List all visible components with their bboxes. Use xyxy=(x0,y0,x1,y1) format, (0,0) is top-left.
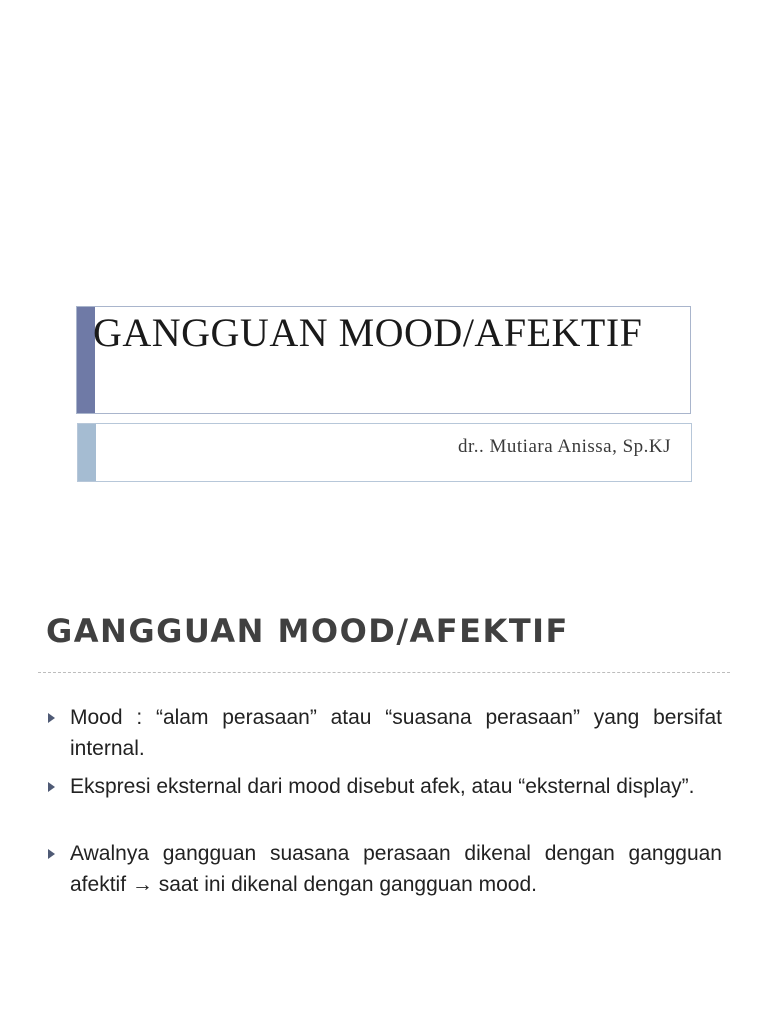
title-box xyxy=(76,306,691,414)
content-slide xyxy=(0,576,768,1024)
heading-divider xyxy=(38,672,730,673)
bullet-text: Awalnya gangguan suasana perasaan dikenal dengan gangguan afektif → saat ini dikenal dengan gangguan mood. xyxy=(70,842,722,896)
bullet-item xyxy=(46,702,722,764)
triangle-right-icon xyxy=(48,782,55,792)
bullet-text: Mood : “alam perasaan” atau “suasana perasaan” yang bersifat internal. xyxy=(70,706,722,760)
bullet-text: Ekspresi eksternal dari mood disebut afek, atau “eksternal display”. xyxy=(70,775,695,798)
bullet-list xyxy=(46,702,722,907)
triangle-right-icon xyxy=(48,849,55,859)
author-name: dr.. Mutiara Anissa, Sp.KJ xyxy=(457,436,671,457)
slide-title: GANGGUAN MOOD/AFEKTIF xyxy=(93,310,643,355)
slide-heading: GANGGUAN MOOD/AFEKTIF xyxy=(46,612,569,650)
triangle-right-icon xyxy=(48,713,55,723)
subtitle-box xyxy=(77,423,692,482)
subtitle-accent-bar xyxy=(78,424,96,481)
bullet-item xyxy=(46,771,722,802)
bullet-item xyxy=(46,838,722,900)
